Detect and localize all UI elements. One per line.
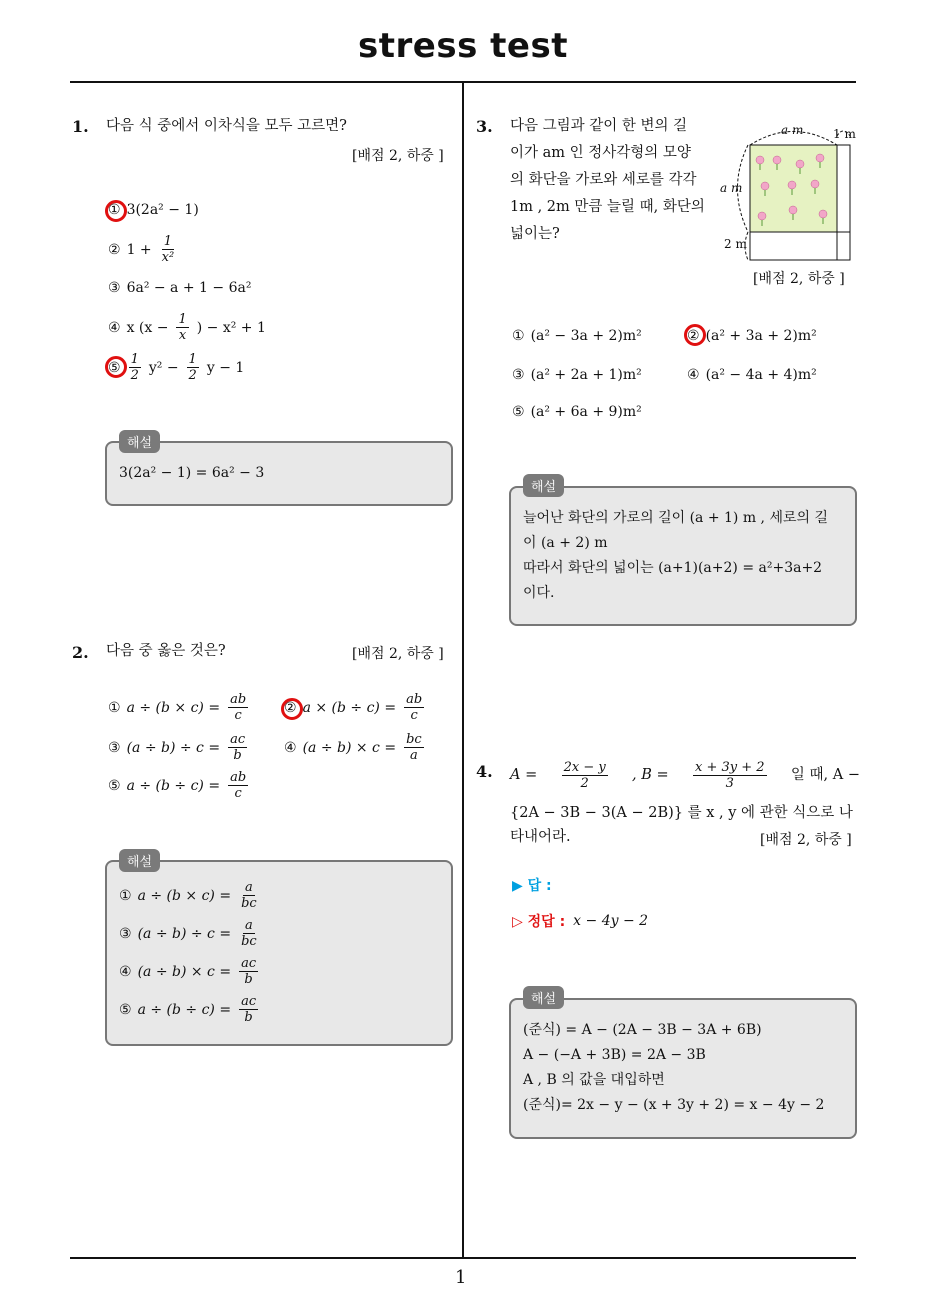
- option-marker: ②: [687, 328, 700, 344]
- solution-line: ④ (a ÷ b) × c = $\frac{ac}{b}$: [119, 956, 257, 987]
- question-number: 2.: [72, 643, 89, 662]
- solution-tag: 해설: [119, 430, 160, 453]
- solution-text: 늘어난 화단의 가로의 길이 (a + 1) m , 세로의 길 이 (a + 2) m 따라서 화단의 넓이는 (a+1)(a+2) = a²+3a+2 이다.: [523, 510, 828, 601]
- option-1[interactable]: [108, 692, 250, 723]
- option-text: a ÷ (b ÷ c) =: [126, 777, 221, 794]
- option-marker: ①: [108, 699, 121, 716]
- option-marker: ①: [512, 328, 525, 344]
- option-marker: ②: [108, 241, 121, 258]
- option-marker: ④: [284, 739, 297, 756]
- option-marker: ⑤: [512, 404, 525, 420]
- column-divider: [462, 82, 464, 1258]
- option-text: 1 +: [126, 241, 152, 258]
- fraction: $\frac{ab}{c}$: [230, 692, 247, 723]
- option-1[interactable]: [512, 328, 642, 344]
- option-text: x (x −: [126, 319, 169, 336]
- option-2[interactable]: [108, 234, 178, 265]
- correct-answer: [512, 911, 648, 931]
- option-2[interactable]: [687, 328, 817, 344]
- question-meta: [배점 2, 하중 ]: [760, 832, 852, 848]
- option-marker: ⑤: [108, 359, 121, 376]
- option-3[interactable]: [108, 732, 249, 763]
- option-marker: ③: [108, 280, 121, 296]
- fraction: $\frac{ac}{b}$: [230, 732, 246, 763]
- fraction: $\frac{1}{2}$: [130, 352, 139, 383]
- solution-line: ⑤ a ÷ (b ÷ c) = $\frac{ac}{b}$: [119, 994, 257, 1025]
- option-5[interactable]: [108, 770, 250, 801]
- option-marker: ②: [284, 699, 297, 716]
- option-text-tail: y − 1: [206, 359, 245, 376]
- question-text: 다음 중 옳은 것은?: [106, 643, 226, 659]
- footer-rule: [70, 1257, 856, 1259]
- solution-tag: 해설: [523, 986, 564, 1009]
- solution-tag: 해설: [523, 474, 564, 497]
- option-4[interactable]: [687, 367, 817, 383]
- solution-box: [509, 486, 857, 626]
- option-text: a × (b ÷ c) =: [302, 699, 397, 716]
- fraction: $\frac{bc}{a}$: [406, 732, 422, 763]
- page-title: stress test: [358, 26, 568, 66]
- option-text: (a² + 6a + 9)m²: [530, 404, 642, 420]
- option-marker: ①: [108, 202, 121, 218]
- option-text: 3(2a² − 1): [126, 202, 199, 218]
- figure-label-left: a m: [720, 181, 743, 195]
- option-4[interactable]: [284, 732, 426, 763]
- option-5[interactable]: [512, 404, 642, 420]
- option-text: (a² + 3a + 2)m²: [705, 328, 817, 344]
- fraction: $\frac{x + 3y + 2}{3}$: [695, 760, 765, 791]
- solution-box: [105, 860, 453, 1046]
- option-text-tail: ) − x² + 1: [196, 319, 266, 336]
- option-marker: ③: [512, 367, 525, 383]
- option-5[interactable]: [108, 352, 244, 383]
- fraction: $\frac{1}{x}$: [178, 312, 187, 343]
- question-number: 3.: [476, 117, 493, 136]
- question-meta: [배점 2, 하중 ]: [352, 148, 444, 164]
- figure-label-top: a m: [781, 123, 804, 137]
- option-text: y² −: [148, 359, 179, 376]
- figure-label-bottom-left: 2 m: [724, 237, 747, 251]
- fraction: $\frac{1}{2}$: [188, 352, 197, 383]
- question-meta: [배점 2, 하중 ]: [352, 646, 444, 662]
- answer-label[interactable]: ▶ 답 :: [512, 878, 552, 894]
- option-text: (a² + 2a + 1)m²: [530, 367, 642, 383]
- option-text: (a² − 4a + 4)m²: [705, 367, 817, 383]
- fraction: $\frac{ab}{c}$: [406, 692, 423, 723]
- option-2[interactable]: [284, 692, 426, 723]
- option-marker: ⑤: [108, 777, 121, 794]
- option-1[interactable]: [108, 202, 199, 218]
- fraction: $\frac{ab}{c}$: [230, 770, 247, 801]
- question-line-1: A = $\frac{2x - y}{2}$ , B = $\frac{x + 3y + 2}{3}$ 일 때, A −: [510, 760, 860, 791]
- question-text: 다음 식 중에서 이차식을 모두 고르면?: [106, 118, 347, 134]
- option-marker: ④: [108, 319, 121, 336]
- option-text: 6a² − a + 1 − 6a²: [126, 280, 252, 296]
- option-text: (a ÷ b) ÷ c =: [126, 739, 221, 756]
- question-number: 4.: [476, 762, 493, 781]
- correct-answer-label: ▷ 정답 :: [512, 914, 566, 930]
- figure-label-right-top: 1 m: [833, 127, 856, 141]
- question-line-3: 타내어라.: [510, 829, 571, 845]
- option-text: a ÷ (b × c) =: [126, 699, 221, 716]
- solution-text: (준식) = A − (2A − 3B − 3A + 6B) A − (−A + 3B) = 2A − 3B A , B 의 값을 대입하면 (준식)= 2x − y − (x + 3y + 2) = x − 4y − 2: [523, 1022, 825, 1113]
- solution-tag: 해설: [119, 849, 160, 872]
- solution-box: [509, 998, 857, 1139]
- option-3[interactable]: [108, 280, 251, 296]
- correct-answer-value: x − 4y − 2: [573, 913, 649, 929]
- option-marker: ④: [687, 367, 700, 383]
- option-marker: ③: [108, 739, 121, 756]
- question-number: 1.: [72, 117, 89, 136]
- solution-line: ③ (a ÷ b) ÷ c = $\frac{a}{bc}$: [119, 918, 257, 949]
- fraction: $\frac{1}{\text{x²}}$: [161, 234, 175, 265]
- solution-text: 3(2a² − 1) = 6a² − 3: [119, 465, 265, 481]
- fraction: $\frac{2x - y}{2}$: [563, 760, 606, 791]
- page-number: 1: [455, 1267, 467, 1288]
- option-text: (a² − 3a + 2)m²: [530, 328, 642, 344]
- option-4[interactable]: [108, 312, 266, 343]
- question-line-2: {2A − 3B − 3(A − 2B)} 를 x , y 에 관한 식으로 나: [510, 805, 853, 821]
- option-3[interactable]: [512, 367, 642, 383]
- option-text: (a ÷ b) × c =: [302, 739, 397, 756]
- question-text: 다음 그림과 같이 한 변의 길 이가 am 인 정사각형의 모양 의 화단을 가로와 세로를 각각 1m , 2m 만큼 늘릴 때, 화단의 넓이는?: [510, 118, 705, 242]
- solution-line: ① a ÷ (b × c) = $\frac{a}{bc}$: [119, 880, 257, 911]
- question-meta: [배점 2, 하중 ]: [753, 271, 845, 287]
